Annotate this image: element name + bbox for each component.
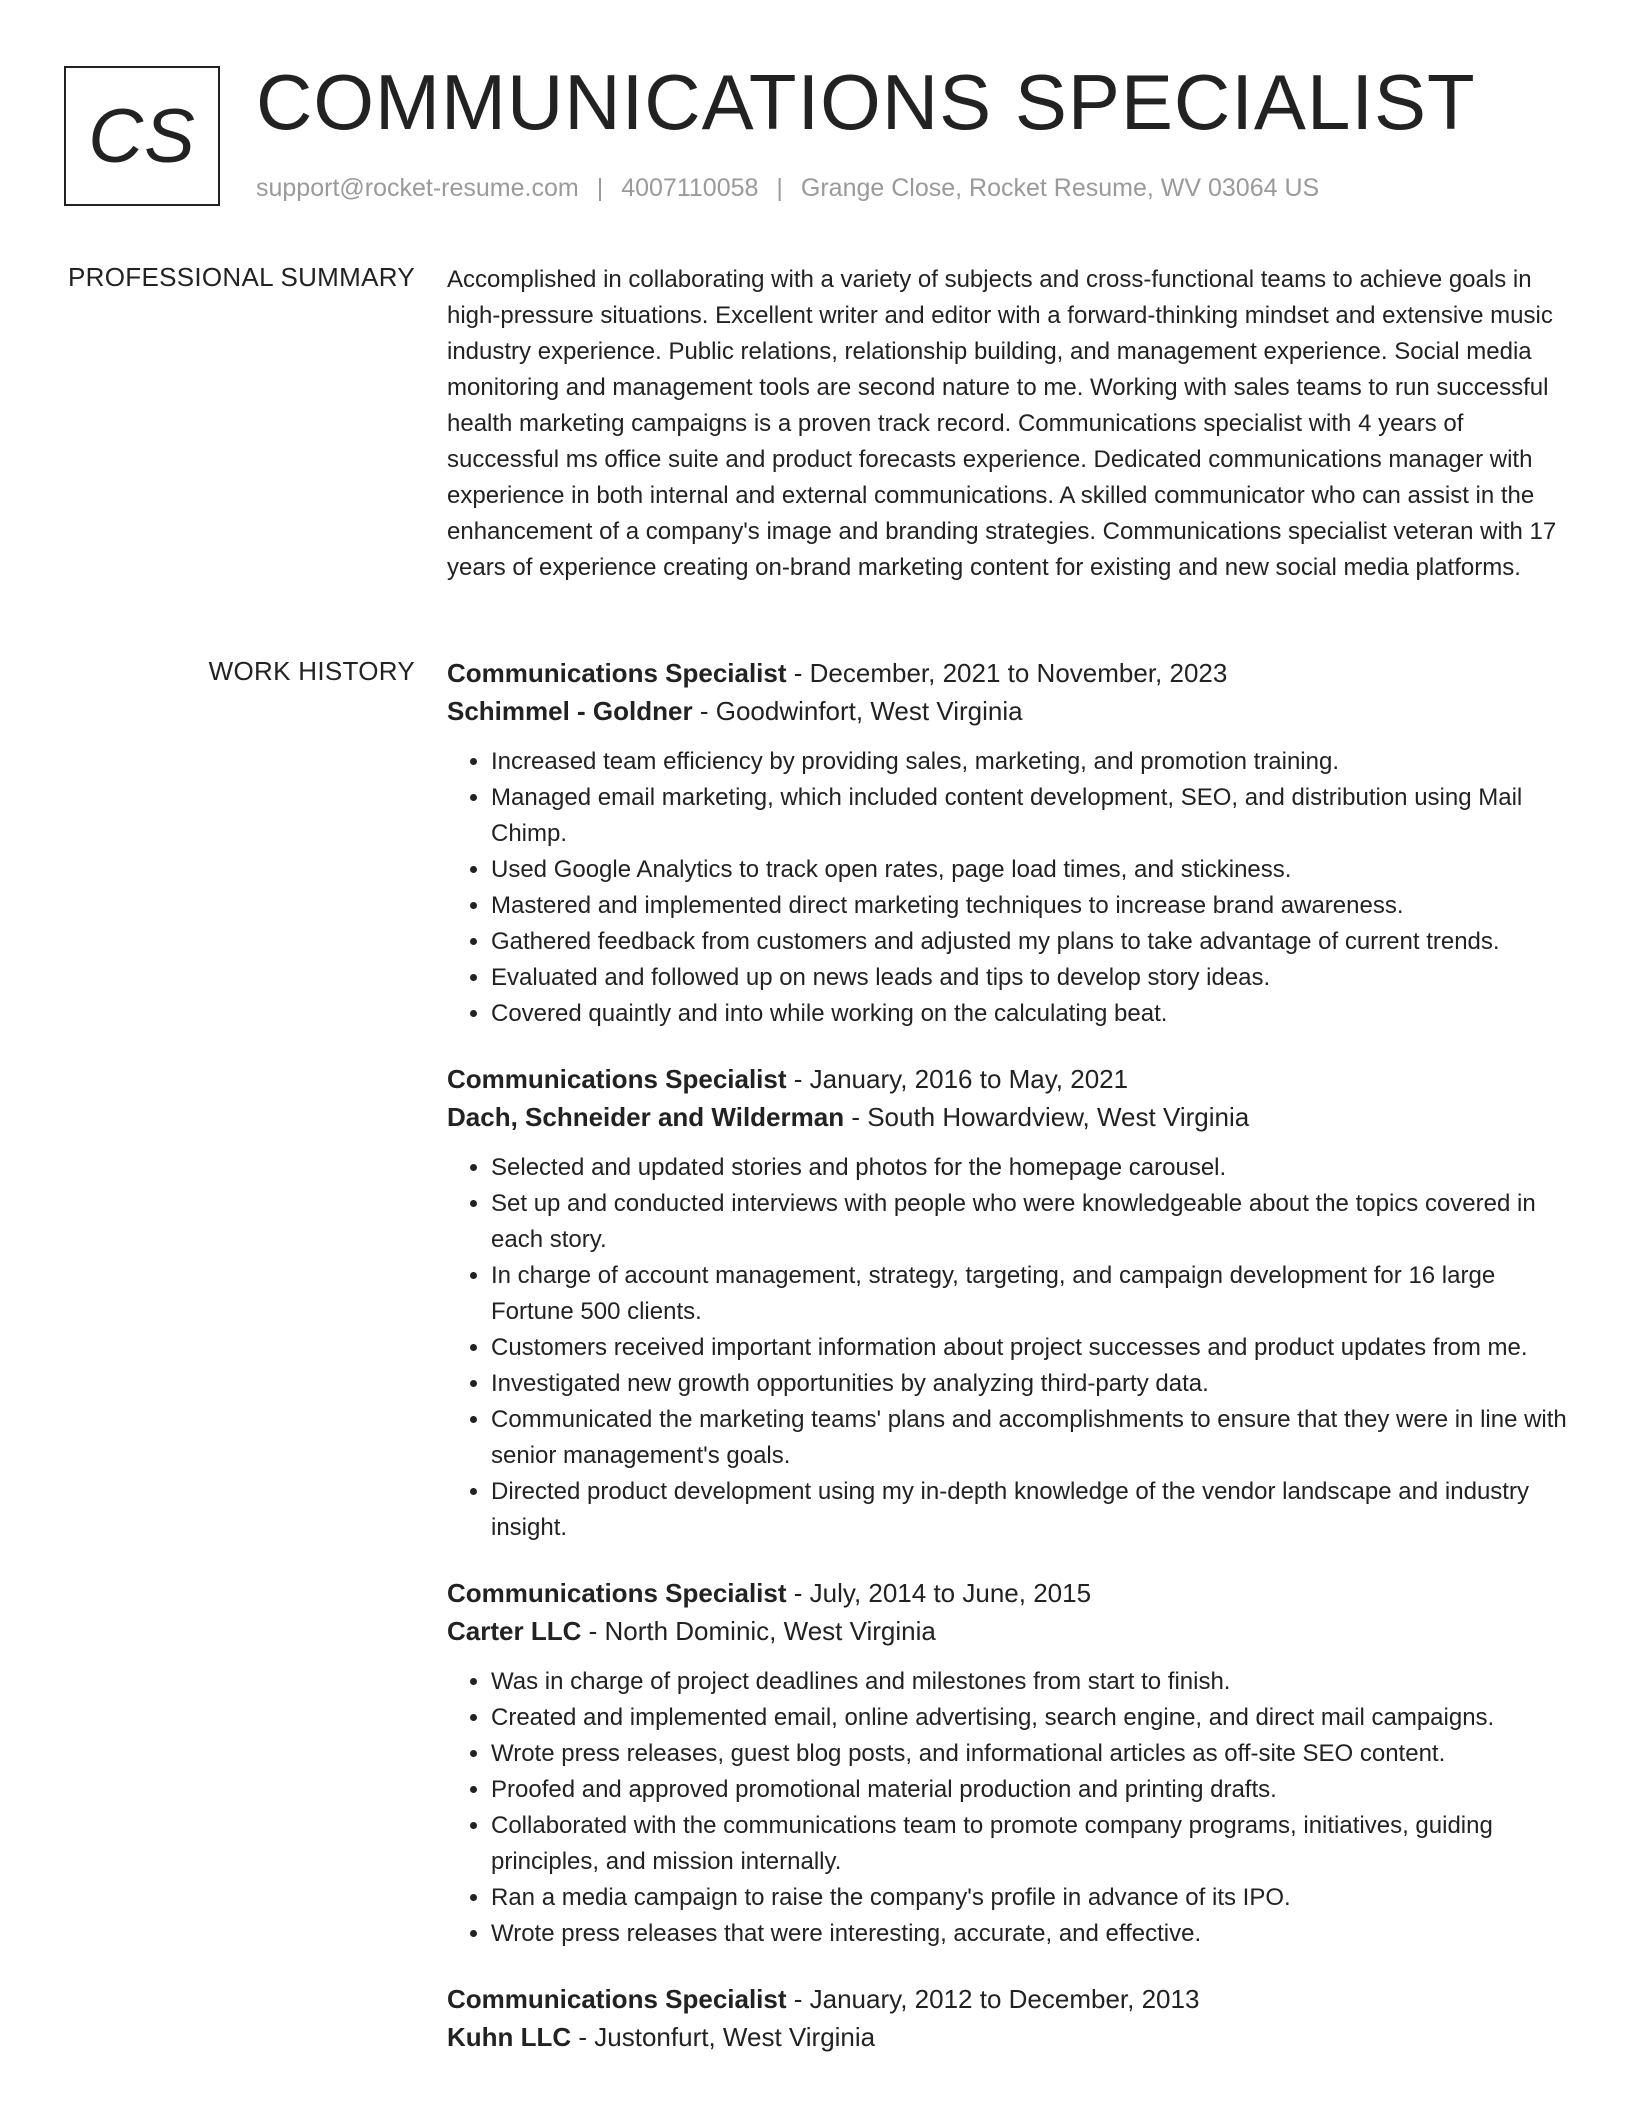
bullet-item: • Wrote press releases, guest blog posts, and informational articles as off-site SEO content. [491,1736,1567,1772]
bullet-item: • Evaluated and followed up on news leads and tips to develop story ideas. [491,960,1567,996]
job-bullets [447,744,1567,1032]
job-entry [447,1574,1567,1952]
contact-phone[interactable]: 4007110058 [621,174,759,202]
job-entry [447,654,1567,1032]
contact-separator: | [596,174,604,202]
summary-text: Accomplished in collaborating with a variety of subjects and cross-functional teams to achieve goals in high-pressure situations. Excellent writer and editor with a forward-thinking mindset and extensive music industry experience. Public relations, relationship building, and management experience. Social media monitoring and management tools are second nature to me. Working with sales teams to run successful health marketing campaigns is a proven track record. Communications specialist with 4 years of successful ms office suite and product forecasts experience. Dedicated communications manager with experience in both internal and external communications. A skilled communicator who can assist in the enhancement of a company's image and branding strategies. Communications specialist veteran with 17 years of experience creating on-brand marketing content for existing and new social media platforms. [447,266,1557,581]
contact-separator: | [776,174,783,202]
bullet-item: • Increased team efficiency by providing sales, marketing, and promotion training. [491,744,1567,780]
bullet-item: • Set up and conducted interviews with people who were knowledgeable about the topics covered in each story. [491,1186,1567,1258]
job-location: - South Howardview, West Virginia [844,1102,1250,1132]
monogram: CS [64,66,220,206]
job-bullets [447,1664,1567,1952]
job-dates: - January, 2012 to December, 2013 [786,1984,1200,2014]
job-entry [447,1060,1567,1546]
job-company: Carter LLC [447,1616,582,1646]
job-title: Communications Specialist [447,1984,787,2014]
job-company: Kuhn LLC [447,2022,572,2052]
bullet-item: • Selected and updated stories and photos for the homepage carousel. [491,1150,1567,1186]
job-title: Communications Specialist [447,1064,787,1094]
bullet-item: • Investigated new growth opportunities by analyzing third-party data. [491,1366,1567,1402]
bullet-item: • Mastered and implemented direct marketing techniques to increase brand awareness. [491,888,1567,924]
bullet-item: • Communicated the marketing teams' plans and accomplishments to ensure that they were in line with senior management's goals. [491,1402,1567,1474]
bullet-item: • Created and implemented email, online advertising, search engine, and direct mail campaigns. [491,1700,1567,1736]
job-company-line [447,692,1567,730]
work-history-body [447,654,1567,2084]
bullet-item: • Ran a media campaign to raise the company's profile in advance of its IPO. [491,1880,1567,1916]
job-entry [447,1980,1567,2056]
job-location: - North Dominic, West Virginia [581,1616,936,1646]
job-company: Schimmel - Goldner [447,696,693,726]
bullet-item: • Directed product development using my in-depth knowledge of the vendor landscape and industry insight. [491,1474,1567,1546]
bullet-item: • Gathered feedback from customers and adjusted my plans to take advantage of current trends. [491,924,1567,960]
job-bullets [447,1150,1567,1546]
contact-email[interactable]: support@rocket-resume.com [256,174,579,202]
job-dates: - July, 2014 to June, 2015 [786,1578,1092,1608]
bullet-item: • Used Google Analytics to track open rates, page load times, and stickiness. [491,852,1567,888]
job-location: - Goodwinfort, West Virginia [692,696,1023,726]
bullet-item: • Covered quaintly and into while working on the calculating beat. [491,996,1567,1032]
section-label-work-history: WORK HISTORY [208,656,415,686]
job-location: - Justonfurt, West Virginia [571,2022,876,2052]
job-dates: - December, 2021 to November, 2023 [786,658,1228,688]
contact-address: Grange Close, Rocket Resume, WV 03064 US [800,174,1320,202]
job-company: Dach, Schneider and Wilderman [447,1102,845,1132]
bullet-item: • Was in charge of project deadlines and milestones from start to finish. [491,1664,1567,1700]
bullet-item: • Managed email marketing, which included content development, SEO, and distribution using Mail Chimp. [491,780,1567,852]
bullet-item: • Wrote press releases that were interesting, accurate, and effective. [491,1916,1567,1952]
contact-line [256,174,1319,203]
job-dates: - January, 2016 to May, 2021 [786,1064,1129,1094]
job-company-line [447,1098,1567,1136]
summary-body [447,262,1567,586]
job-title-line [447,654,1567,692]
bullet-item: • Collaborated with the communications team to promote company programs, initiatives, guiding principles, and mission internally. [491,1808,1567,1880]
section-label-summary: PROFESSIONAL SUMMARY [68,262,415,292]
job-title-line [447,1980,1567,2018]
job-title: Communications Specialist [447,1578,787,1608]
resume-title: COMMUNICATIONS SPECIALIST [256,58,1476,146]
bullet-item: • In charge of account management, strategy, targeting, and campaign development for 16 large Fortune 500 clients. [491,1258,1567,1330]
job-company-line [447,1612,1567,1650]
job-title: Communications Specialist [447,658,787,688]
bullet-item: • Proofed and approved promotional material production and printing drafts. [491,1772,1567,1808]
job-title-line [447,1574,1567,1612]
bullet-item: • Customers received important information about project successes and product updates from me. [491,1330,1567,1366]
job-title-line [447,1060,1567,1098]
job-company-line [447,2018,1567,2056]
